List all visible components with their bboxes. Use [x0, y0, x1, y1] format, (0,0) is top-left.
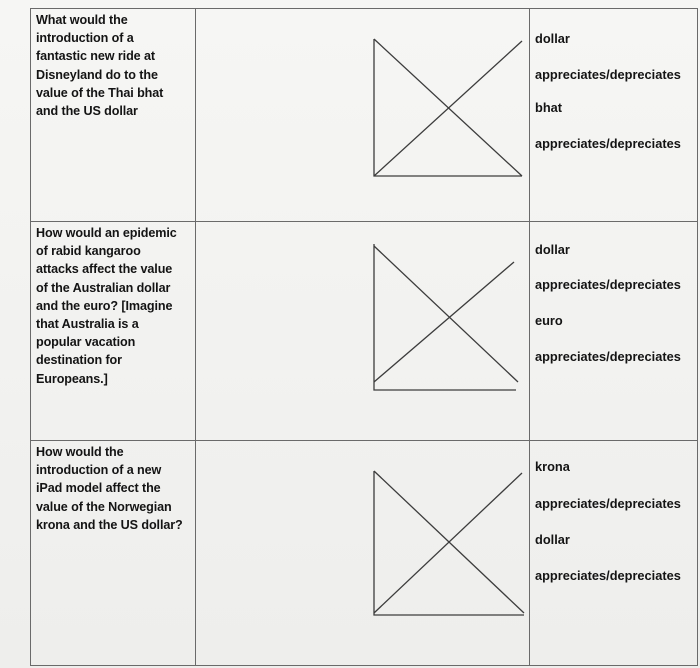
currency-label: dollar — [535, 532, 570, 547]
answer-cell — [530, 9, 698, 222]
supply-line — [374, 262, 514, 382]
supply-line — [374, 473, 522, 613]
currency-label: dollar — [535, 242, 570, 257]
currency-label: krona — [535, 459, 570, 474]
question-cell — [31, 222, 196, 441]
appreciate-depreciate-choice[interactable]: appreciates/depreciates — [535, 496, 681, 511]
appreciate-depreciate-choice[interactable]: appreciates/depreciates — [535, 349, 681, 364]
graph-cell — [196, 222, 530, 441]
question-text: What would the introduction of a fantastic new ride at Disneyland do to the value of the Thai bhat and the US dollar — [36, 13, 164, 119]
graph-cell — [196, 441, 530, 666]
appreciate-depreciate-choice[interactable]: appreciates/depreciates — [535, 568, 681, 583]
table-row — [31, 9, 698, 222]
appreciate-depreciate-choice[interactable]: appreciates/depreciates — [535, 277, 681, 292]
supply-demand-graphs — [196, 222, 529, 440]
currency-label: dollar — [535, 31, 570, 46]
exchange-rate-table — [30, 8, 698, 666]
question-text: How would the introduction of a new iPad model affect the value of the Norwegian krona and the US dollar? — [36, 445, 183, 532]
currency-label: euro — [535, 313, 563, 328]
supply-demand-graphs — [196, 9, 529, 221]
table-row — [31, 441, 698, 666]
currency-label: bhat — [535, 100, 563, 115]
question-text: How would an epidemic of rabid kangaroo attacks affect the value of the Australian dollar and the euro? [Imagine that Australia is a popular vacation destination for Europeans.] — [36, 226, 177, 386]
graph-cell — [196, 9, 530, 222]
supply-demand-graphs — [196, 441, 529, 665]
question-cell — [31, 9, 196, 222]
appreciate-depreciate-choice[interactable]: appreciates/depreciates — [535, 136, 681, 151]
table-row — [31, 222, 698, 441]
answer-cell — [530, 222, 698, 441]
appreciate-depreciate-choice[interactable]: appreciates/depreciates — [535, 67, 681, 82]
answer-cell — [530, 441, 698, 666]
question-cell — [31, 441, 196, 666]
demand-line — [374, 246, 518, 382]
